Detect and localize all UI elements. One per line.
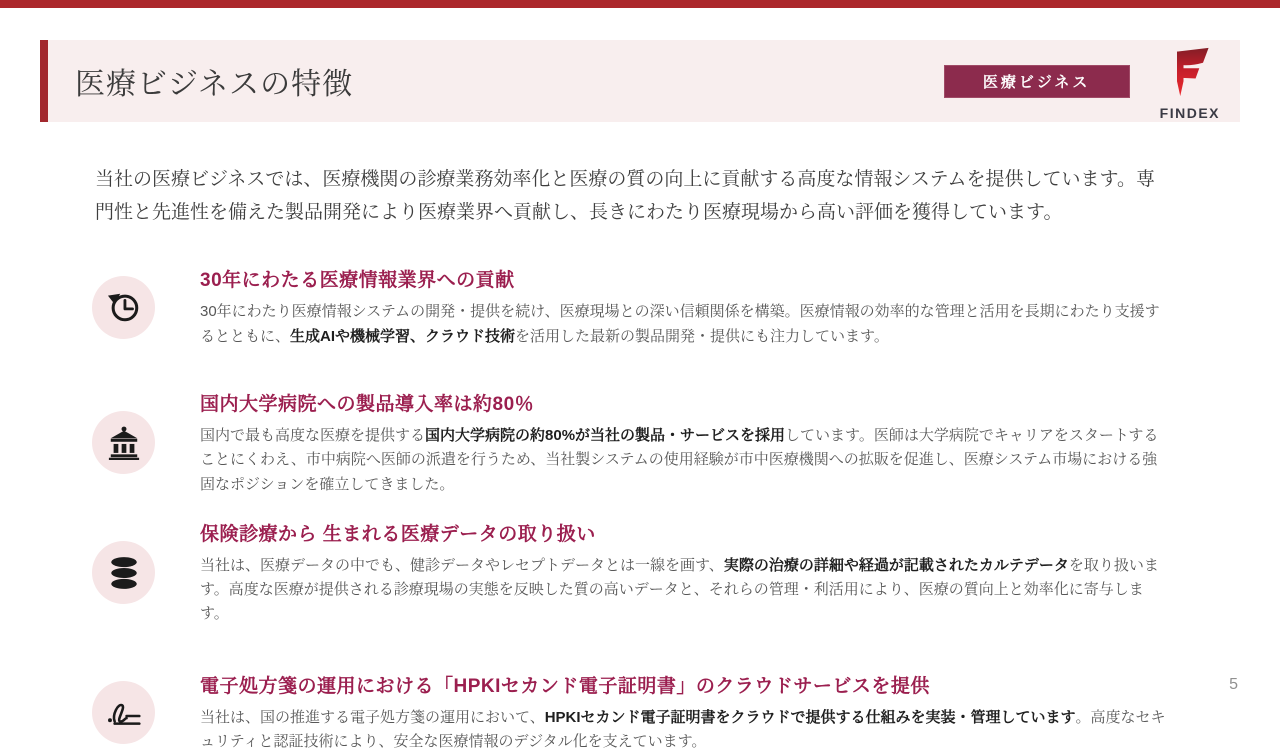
feature-text	[200, 389, 1168, 497]
findex-flag-icon	[1167, 46, 1213, 103]
title-accent-bar	[40, 40, 48, 122]
body-segment: 30年にわたり医療情報システムの開発・提供を続け、医療現場との深い信頼関係を構築。医療情報の効率的な管理と活用を長期にわたり支援するとともに、	[200, 303, 1160, 345]
feature-item	[92, 389, 1168, 497]
body-segment: 国内大学病院の約80%が当社の製品・サービスを採用	[425, 426, 786, 444]
feature-heading: 電子処方箋の運用における「HPKIセカンド電子証明書」のクラウドサービスを提供	[200, 675, 930, 697]
features-list	[92, 265, 1168, 754]
body-segment: 当社は、国の推進する電子処方箋の運用において、	[200, 708, 545, 726]
company-logo	[1160, 46, 1220, 121]
feature-body	[200, 300, 1168, 349]
feature-item	[92, 671, 1168, 754]
body-segment: HPKIセカンド電子証明書をクラウドで提供する仕組みを実装・管理しています	[544, 708, 1076, 726]
feature-item	[92, 519, 1168, 627]
feature-heading: 30年にわたる医療情報業界への貢献	[200, 270, 515, 292]
header-band	[40, 40, 1240, 122]
feature-heading: 保険診療から 生まれる医療データの取り扱い	[200, 523, 596, 545]
landmark-icon	[92, 411, 155, 474]
body-segment: 。高度なセキュリティと認証技術により、安全な医療情報のデジタル化を支えています。	[200, 708, 1166, 751]
body-segment: 当社は、医療データの中でも、健診データやレセプトデータとは一線を画す、	[200, 556, 724, 574]
top-accent-bar	[0, 0, 1280, 8]
feature-body	[200, 424, 1168, 497]
body-segment: 生成AIや機械学習、クラウド技術	[290, 327, 516, 345]
feature-text	[200, 265, 1168, 349]
body-segment: しています。医師は大学病院でキャリアをスタートすることにくわえ、市中病院へ医師の派遣を行うため、当社製システムの使用経験が市中医療機関への拡販を促進し、医療システム市場における強固なポジションを確立してきました。	[200, 426, 1159, 493]
logo-text: FINDEX	[1159, 104, 1220, 121]
header-right	[944, 42, 1220, 121]
feature-body	[200, 706, 1168, 754]
database-icon	[92, 541, 155, 604]
page-title: 医療ビジネスの特徴	[75, 68, 354, 101]
feature-body	[200, 554, 1168, 627]
category-badge: 医療ビジネス	[944, 65, 1130, 98]
signature-icon	[92, 681, 155, 744]
intro-paragraph: 当社の医療ビジネスでは、医療機関の診療業務効率化と医療の質の向上に貢献する高度な情報システムを提供しています。専門性と先進性を備えた製品開発により医療業界へ貢献し、長きにわたり医療現場から高い評価を獲得しています。	[95, 169, 1156, 223]
feature-heading: 国内大学病院への製品導入率は約80％	[200, 393, 535, 415]
history-icon	[92, 276, 155, 339]
body-segment: を活用した最新の製品開発・提供にも注力しています。	[515, 327, 889, 345]
feature-text	[200, 519, 1168, 627]
body-segment: を取り扱います。高度な医療が提供される診療現場の実態を反映した質の高いデータと、それらの管理・利活用により、医療の質向上と効率化に寄与します。	[200, 556, 1159, 623]
feature-item	[92, 265, 1168, 349]
feature-text	[200, 671, 1168, 754]
page-number: 5	[1229, 676, 1238, 693]
body-segment: 実際の治療の詳細や経過が記載されたカルテデータ	[723, 556, 1069, 574]
body-segment: 国内で最も高度な医療を提供する	[200, 426, 426, 444]
